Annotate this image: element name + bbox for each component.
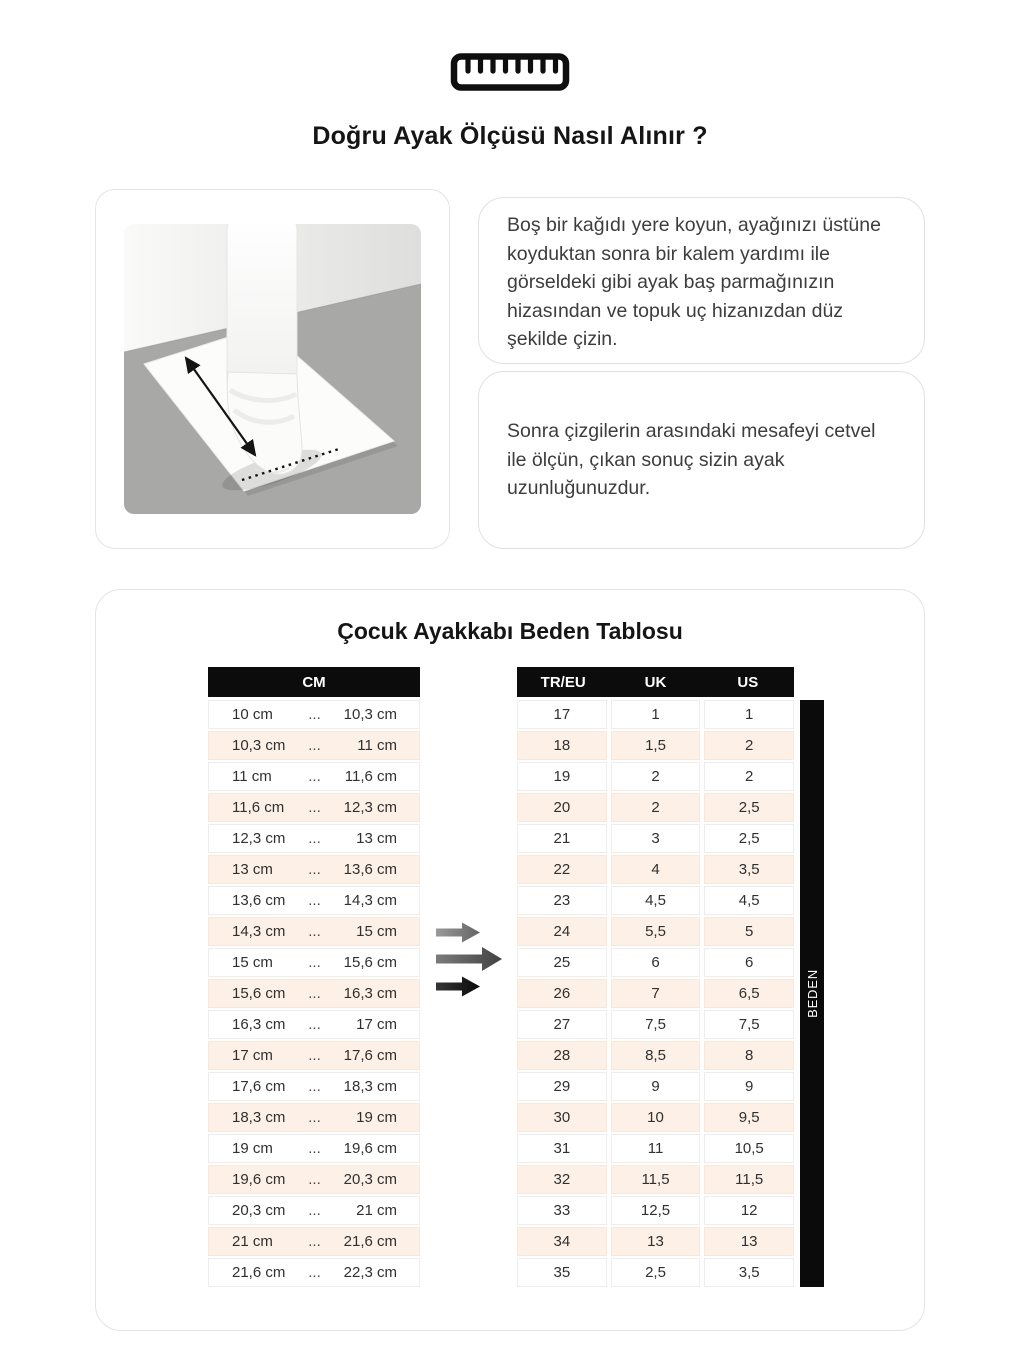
table-row <box>517 1010 794 1039</box>
table-cell: 17 cm <box>232 1047 273 1064</box>
table-row <box>517 700 794 729</box>
size-table <box>517 667 794 1289</box>
table-row <box>208 886 420 915</box>
table-cell: ... <box>308 768 321 785</box>
table-row <box>208 1258 420 1287</box>
table-row <box>517 762 794 791</box>
table-cell: 18 <box>517 731 607 760</box>
table-cell: 4,5 <box>704 886 794 915</box>
table-row <box>517 1134 794 1163</box>
table-row <box>517 1103 794 1132</box>
table-cell: 1 <box>704 700 794 729</box>
table-cell: 21,6 cm <box>343 1233 397 1250</box>
table-cell: 12,3 cm <box>232 830 286 847</box>
table-cell: 13 cm <box>232 861 273 878</box>
table-cell: ... <box>308 1264 321 1281</box>
table-cell: 15,6 cm <box>343 954 397 971</box>
table-cell: 7 <box>611 979 701 1008</box>
table-row <box>208 1134 420 1163</box>
table-cell: ... <box>308 799 321 816</box>
table-cell: 5,5 <box>611 917 701 946</box>
cm-table-header: CM <box>208 667 420 697</box>
table-cell: 2 <box>611 793 701 822</box>
table-cell: 11 <box>611 1134 701 1163</box>
table-cell: 2 <box>704 731 794 760</box>
table-cell: 8 <box>704 1041 794 1070</box>
table-cell: 11,6 cm <box>344 768 397 785</box>
table-cell: 15 cm <box>356 923 397 940</box>
table-cell: 22 <box>517 855 607 884</box>
table-cell: 11,5 <box>704 1165 794 1194</box>
table-cell: 21 <box>517 824 607 853</box>
instruction-step-2-text: Sonra çizgilerin arasındaki mesafeyi cetvel ile ölçün, çıkan sonuç sizin ayak uzunluğunuzdur. <box>507 420 876 500</box>
table-cell: 20,3 cm <box>343 1171 397 1188</box>
table-cell: 9 <box>611 1072 701 1101</box>
table-cell: 13 <box>704 1227 794 1256</box>
table-row <box>517 731 794 760</box>
table-cell: 20 <box>517 793 607 822</box>
table-cell: 16,3 cm <box>343 985 397 1002</box>
table-cell: 6,5 <box>704 979 794 1008</box>
table-cell: 33 <box>517 1196 607 1225</box>
table-row <box>517 1041 794 1070</box>
beden-side-bar <box>800 700 824 1287</box>
table-cell: 21,6 cm <box>232 1264 286 1281</box>
table-cell: 19 cm <box>232 1140 273 1157</box>
table-row <box>208 1041 420 1070</box>
table-cell: ... <box>308 706 321 723</box>
table-cell: ... <box>308 861 321 878</box>
table-cell: 14,3 cm <box>232 923 286 940</box>
table-cell: 21 cm <box>356 1202 397 1219</box>
table-row <box>517 979 794 1008</box>
table-cell: 7,5 <box>611 1010 701 1039</box>
table-cell: 23 <box>517 886 607 915</box>
table-cell: 34 <box>517 1227 607 1256</box>
table-cell: 17,6 cm <box>343 1047 397 1064</box>
table-cell: 28 <box>517 1041 607 1070</box>
table-row <box>208 948 420 977</box>
size-chart-card <box>95 589 925 1331</box>
table-cell: 15 cm <box>232 954 273 971</box>
table-row <box>208 1165 420 1194</box>
table-row <box>208 1227 420 1256</box>
table-row <box>517 855 794 884</box>
table-cell: 22,3 cm <box>343 1264 397 1281</box>
table-cell: ... <box>308 1016 321 1033</box>
table-cell: 2,5 <box>704 824 794 853</box>
table-cell: 4,5 <box>611 886 701 915</box>
table-cell: 15,6 cm <box>232 985 286 1002</box>
table-cell: 16,3 cm <box>232 1016 286 1033</box>
table-cell: 10,5 <box>704 1134 794 1163</box>
table-cell: 17 cm <box>356 1016 397 1033</box>
table-cell: ... <box>308 1140 321 1157</box>
size-table-rows <box>517 700 794 1287</box>
table-cell: 13,6 cm <box>343 861 397 878</box>
size-table-header-treu: TR/EU <box>540 673 586 691</box>
table-cell: ... <box>308 1171 321 1188</box>
table-cell: 3,5 <box>704 855 794 884</box>
howto-notes <box>478 197 925 549</box>
table-cell: ... <box>308 1233 321 1250</box>
page-title: Doğru Ayak Ölçüsü Nasıl Alınır ? <box>312 122 708 150</box>
table-cell: 12,5 <box>611 1196 701 1225</box>
table-cell: ... <box>308 1109 321 1126</box>
table-cell: 24 <box>517 917 607 946</box>
table-cell: 27 <box>517 1010 607 1039</box>
table-cell: 17 <box>517 700 607 729</box>
table-row <box>517 1258 794 1287</box>
table-cell: 20,3 cm <box>232 1202 286 1219</box>
cm-table-rows <box>208 700 420 1287</box>
beden-side-label: BEDEN <box>804 969 820 1018</box>
table-cell: 2,5 <box>611 1258 701 1287</box>
table-cell: 26 <box>517 979 607 1008</box>
table-cell: 19,6 cm <box>232 1171 286 1188</box>
table-cell: 10 <box>611 1103 701 1132</box>
cm-table <box>208 667 420 1289</box>
table-row <box>517 824 794 853</box>
table-cell: 1,5 <box>611 731 701 760</box>
table-row <box>208 700 420 729</box>
table-cell: ... <box>308 1078 321 1095</box>
table-cell: 6 <box>704 948 794 977</box>
table-row <box>208 1103 420 1132</box>
table-cell: 35 <box>517 1258 607 1287</box>
table-cell: 2 <box>704 762 794 791</box>
table-row <box>517 917 794 946</box>
table-cell: 9 <box>704 1072 794 1101</box>
table-cell: 4 <box>611 855 701 884</box>
table-cell: ... <box>308 954 321 971</box>
howto-section <box>95 189 925 549</box>
size-table-header-uk: UK <box>644 673 667 691</box>
table-cell: 30 <box>517 1103 607 1132</box>
table-cell: 9,5 <box>704 1103 794 1132</box>
table-row <box>517 948 794 977</box>
instruction-step-2 <box>478 371 925 549</box>
table-cell: 12 <box>704 1196 794 1225</box>
table-cell: 19,6 cm <box>343 1140 397 1157</box>
table-row <box>208 1072 420 1101</box>
table-row <box>517 886 794 915</box>
table-row <box>208 731 420 760</box>
table-cell: ... <box>308 892 321 909</box>
table-cell: 12,3 cm <box>343 799 397 816</box>
table-row <box>208 824 420 853</box>
table-cell: 13 <box>611 1227 701 1256</box>
table-cell: 25 <box>517 948 607 977</box>
table-cell: 10,3 cm <box>232 737 286 754</box>
table-cell: 3,5 <box>704 1258 794 1287</box>
table-row <box>208 917 420 946</box>
transfer-arrows-icon <box>436 920 508 998</box>
table-cell: 10,3 cm <box>343 706 397 723</box>
ruler-icon <box>450 52 570 92</box>
table-row <box>517 1196 794 1225</box>
table-cell: 19 <box>517 762 607 791</box>
table-cell: ... <box>308 1047 321 1064</box>
table-cell: 7,5 <box>704 1010 794 1039</box>
table-cell: ... <box>308 830 321 847</box>
table-cell: 2,5 <box>704 793 794 822</box>
header-icon-area <box>0 0 1020 92</box>
size-table-header <box>517 667 794 697</box>
table-cell: ... <box>308 985 321 1002</box>
table-row <box>517 1227 794 1256</box>
table-row <box>208 979 420 1008</box>
instruction-step-1 <box>478 197 925 364</box>
table-cell: 3 <box>611 824 701 853</box>
table-cell: 11,5 <box>611 1165 701 1194</box>
table-cell: 8,5 <box>611 1041 701 1070</box>
table-cell: 13,6 cm <box>232 892 286 909</box>
table-cell: ... <box>308 737 321 754</box>
table-cell: 2 <box>611 762 701 791</box>
table-cell: 18,3 cm <box>343 1078 397 1095</box>
size-chart-title: Çocuk Ayakkabı Beden Tablosu <box>337 618 683 644</box>
table-cell: ... <box>308 923 321 940</box>
size-table-header-us: US <box>737 673 759 691</box>
table-cell: ... <box>308 1202 321 1219</box>
table-cell: 11 cm <box>232 768 272 785</box>
table-cell: 18,3 cm <box>232 1109 286 1126</box>
table-row <box>517 1165 794 1194</box>
table-row <box>208 762 420 791</box>
table-cell: 6 <box>611 948 701 977</box>
table-row <box>208 1196 420 1225</box>
table-cell: 21 cm <box>232 1233 273 1250</box>
table-row <box>517 1072 794 1101</box>
table-cell: 29 <box>517 1072 607 1101</box>
table-cell: 5 <box>704 917 794 946</box>
foot-measurement-photo <box>124 224 421 514</box>
table-cell: 11 cm <box>357 737 397 754</box>
table-cell: 11,6 cm <box>232 799 285 816</box>
table-cell: 13 cm <box>356 830 397 847</box>
table-cell: 19 cm <box>356 1109 397 1126</box>
table-cell: 1 <box>611 700 701 729</box>
foot-photo-card <box>95 189 450 549</box>
table-cell: 32 <box>517 1165 607 1194</box>
table-cell: 10 cm <box>232 706 273 723</box>
table-cell: 14,3 cm <box>343 892 397 909</box>
table-cell: 31 <box>517 1134 607 1163</box>
instruction-step-1-text: Boş bir kağıdı yere koyun, ayağınızı üstüne koyduktan sonra bir kalem yardımı ile görseldeki gibi ayak baş parmağınızın hizasından ve topuk uç hizanızdan düz şekilde çizin. <box>507 214 881 350</box>
table-row <box>208 793 420 822</box>
table-row <box>208 1010 420 1039</box>
table-row <box>517 793 794 822</box>
table-row <box>208 855 420 884</box>
table-cell: 17,6 cm <box>232 1078 286 1095</box>
